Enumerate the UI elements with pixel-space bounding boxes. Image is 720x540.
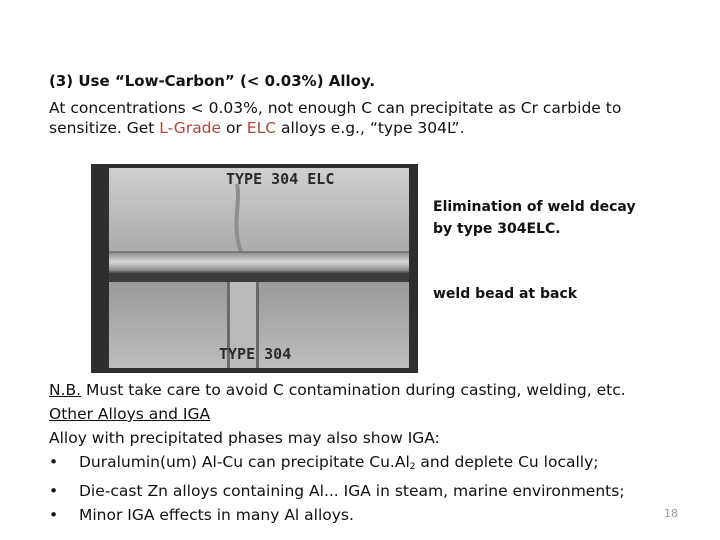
nb-line [49,378,689,402]
bullet-text-tail: and deplete Cu locally; [415,453,599,471]
bullet-marker: • [49,453,59,471]
nb-text: Must take care to avoid C contamination during casting, welding, etc. [81,381,626,399]
specimen-label-bottom: TYPE 304 [219,345,292,363]
bullet-text: Minor IGA effects in many Al alloys. [79,506,354,524]
bullet-item-die-cast [49,479,689,503]
bullet-text: Die-cast Zn alloys containing Al... IGA in steam, marine environments; [79,482,625,500]
caption-line-2: by type 304ELC. [433,221,561,237]
bullet-marker: • [49,506,59,524]
alloy-intro-line: Alloy with precipitated phases may also show IGA: [49,429,440,447]
elimination-caption [433,196,673,240]
paragraph-text-1: At concentrations < 0.03%, not enough C can precipitate as Cr carbide to sensitize. Get [49,99,622,137]
elc-highlight: ELC [246,119,277,137]
nb-label: N.B. [49,381,82,399]
specimen-label-top: TYPE 304 ELC [226,170,335,188]
other-alloys-heading: Other Alloys and IGA [49,405,211,423]
weld-specimen-photo [91,164,418,373]
bullet-item-aluminum [49,503,689,527]
caption-line-1: Elimination of weld decay [433,199,636,215]
bullet-text-main: Duralumin(um) Al-Cu can precipitate Cu.Al [79,453,410,471]
slide-heading: (3) Use “Low-Carbon” (< 0.03%) Alloy. [49,72,376,90]
intro-paragraph [49,98,669,138]
subscript-2: 2 [409,462,416,472]
bullet-marker: • [49,482,59,500]
page-number: 18 [664,507,678,520]
bullet-text [79,450,599,479]
paragraph-text-2: or [221,119,247,137]
l-grade-highlight: L-Grade [159,119,222,137]
bullet-item-duralumin [49,450,689,479]
paragraph-text-3: alloys e.g., “type 304L”. [276,119,465,137]
notes-section [49,378,689,527]
weld-bead-caption: weld bead at back [433,286,578,302]
